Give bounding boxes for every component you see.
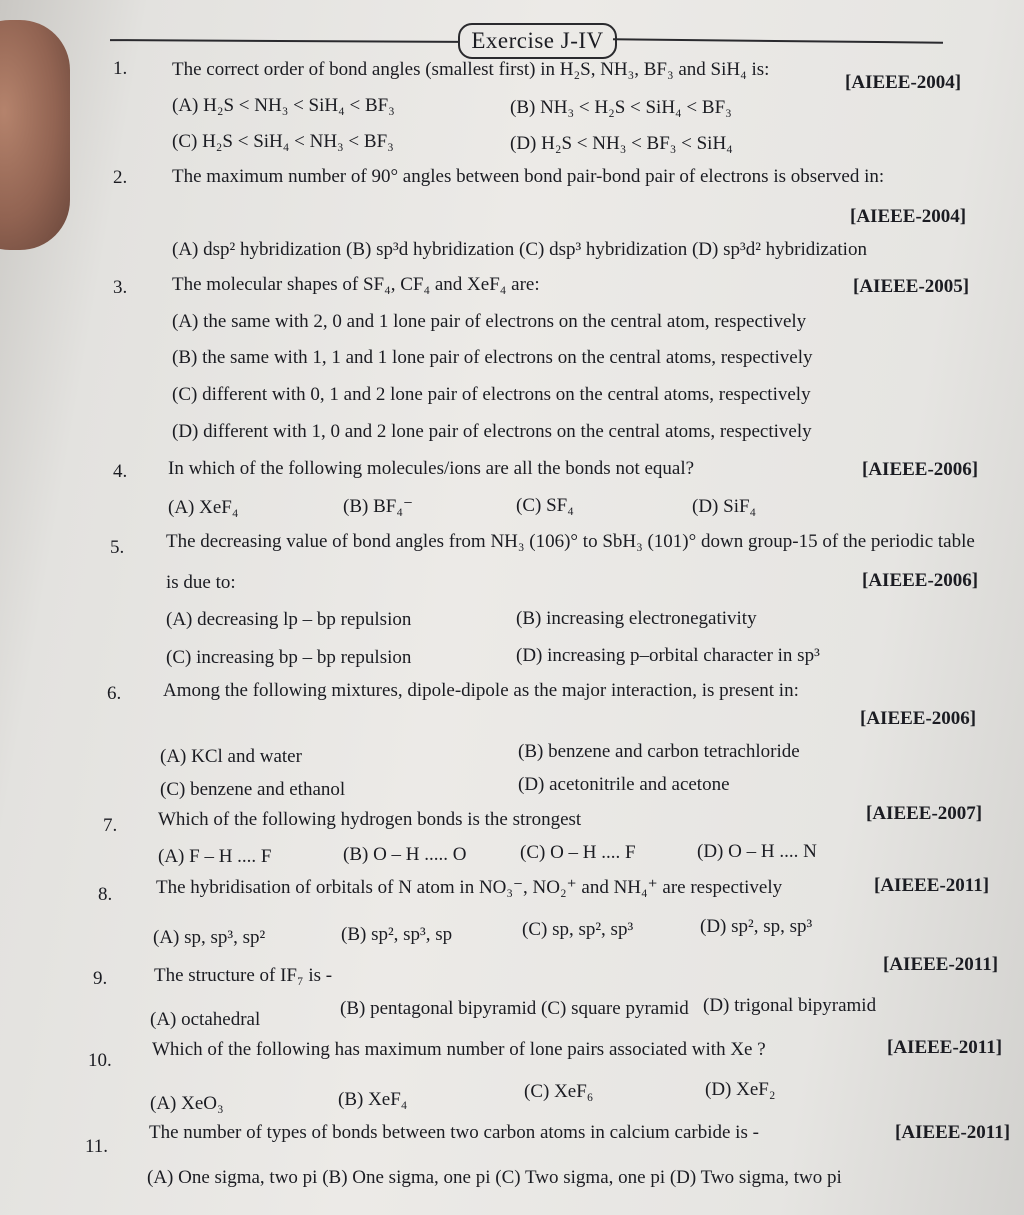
question-text: Which of the following hydrogen bonds is the strongest <box>158 809 582 830</box>
question-text: The number of types of bonds between two carbon atoms in calcium carbide is - <box>149 1122 759 1143</box>
option: (C) SF₄ <box>516 495 574 516</box>
exam-tag: [AIEEE-2006] <box>862 570 979 591</box>
question-text: The hybridisation of orbitals of N atom in NO₃⁻, NO₂⁺ and NH₄⁺ are respectively <box>156 877 783 898</box>
option: (B) O – H ..... O <box>343 844 467 865</box>
question-number: 3. <box>113 277 128 298</box>
option: (B) sp², sp³, sp <box>341 924 453 945</box>
question-text-continued: is due to: <box>166 572 236 593</box>
question-text: The molecular shapes of SF₄, CF₄ and XeF₄ are: <box>172 274 540 295</box>
question-text: Which of the following has maximum number of lone pairs associated with Xe ? <box>152 1039 766 1060</box>
option: (B) XeF₄ <box>338 1089 408 1110</box>
option: (B) pentagonal bipyramid (C) square pyramid <box>340 998 689 1019</box>
question-number: 9. <box>93 968 108 989</box>
option: (A) sp, sp³, sp² <box>153 927 266 948</box>
option: (D) XeF₂ <box>705 1079 776 1100</box>
option: (D) different with 1, 0 and 2 lone pair of electrons on the central atoms, respectively <box>172 421 812 442</box>
question-text: The structure of IF₇ is - <box>154 965 333 986</box>
option: (C) XeF₆ <box>524 1081 594 1102</box>
option: (A) dsp² hybridization (B) sp³d hybridization (C) dsp³ hybridization (D) sp³d² hybridization <box>172 239 867 260</box>
exercise-title: Exercise J-IV <box>458 23 617 59</box>
option: (D) O – H .... N <box>697 841 817 862</box>
option: (B) the same with 1, 1 and 1 lone pair of electrons on the central atoms, respectively <box>172 347 813 368</box>
exam-tag: [AIEEE-2004] <box>850 206 967 227</box>
question-text: The maximum number of 90° angles between bond pair-bond pair of electrons is observed in: <box>172 166 885 187</box>
question-number: 10. <box>88 1050 112 1071</box>
option: (B) NH₃ < H₂S < SiH₄ < BF₃ <box>510 97 732 118</box>
question-number: 8. <box>98 884 113 905</box>
option: (D) increasing p–orbital character in sp³ <box>516 645 820 666</box>
option: (C) sp, sp², sp³ <box>522 919 634 940</box>
question-text: The decreasing value of bond angles from NH₃ (106)° to SbH₃ (101)° down group-15 of the periodic table <box>166 531 975 552</box>
option: (C) O – H .... F <box>520 842 636 863</box>
option: (A) XeO₃ <box>150 1093 224 1114</box>
exam-tag: [AIEEE-2004] <box>845 72 962 93</box>
exam-tag: [AIEEE-2011] <box>895 1122 1011 1143</box>
exam-tag: [AIEEE-2011] <box>887 1037 1003 1058</box>
option: (A) KCl and water <box>160 746 302 767</box>
option: (A) the same with 2, 0 and 1 lone pair of electrons on the central atom, respectively <box>172 311 807 332</box>
exam-tag: [AIEEE-2006] <box>860 708 977 729</box>
option: (B) benzene and carbon tetrachloride <box>518 741 800 762</box>
option: (C) increasing bp – bp repulsion <box>166 647 412 668</box>
option: (A) decreasing lp – bp repulsion <box>166 609 412 630</box>
question-number: 7. <box>103 815 118 836</box>
question-text: Among the following mixtures, dipole-dipole as the major interaction, is present in: <box>163 680 799 701</box>
option: (D) sp², sp, sp³ <box>700 916 813 937</box>
exam-tag: [AIEEE-2005] <box>853 276 970 297</box>
question-text: The correct order of bond angles (smallest first) in H₂S, NH₃, BF₃ and SiH₄ is: <box>172 59 770 80</box>
exam-tag: [AIEEE-2007] <box>866 803 983 824</box>
option: (C) benzene and ethanol <box>160 779 346 800</box>
option: (A) octahedral <box>150 1009 261 1030</box>
exam-tag: [AIEEE-2011] <box>874 875 990 896</box>
option: (B) BF₄⁻ <box>343 496 413 517</box>
option: (D) H₂S < NH₃ < BF₃ < SiH₄ <box>510 133 733 154</box>
thumb <box>0 20 70 250</box>
option: (B) increasing electronegativity <box>516 608 757 629</box>
option: (A) One sigma, two pi (B) One sigma, one pi (C) Two sigma, one pi (D) Two sigma, two pi <box>147 1167 842 1188</box>
option: (C) H₂S < SiH₄ < NH₃ < BF₃ <box>172 131 394 152</box>
question-number: 5. <box>110 537 125 558</box>
question-number: 4. <box>113 461 128 482</box>
option: (D) SiF₄ <box>692 496 757 517</box>
option: (A) F – H .... F <box>158 846 272 867</box>
question-number: 1. <box>113 58 128 79</box>
option: (D) acetonitrile and acetone <box>518 774 730 795</box>
exam-tag: [AIEEE-2011] <box>883 954 999 975</box>
option: (C) different with 0, 1 and 2 lone pair of electrons on the central atoms, respectively <box>172 384 811 405</box>
question-number: 2. <box>113 167 128 188</box>
question-number: 11. <box>85 1136 109 1157</box>
option: (A) H₂S < NH₃ < SiH₄ < BF₃ <box>172 95 395 116</box>
question-number: 6. <box>107 683 122 704</box>
exam-tag: [AIEEE-2006] <box>862 459 979 480</box>
question-text: In which of the following molecules/ions are all the bonds not equal? <box>168 458 695 479</box>
option: (D) trigonal bipyramid <box>703 995 877 1016</box>
option: (A) XeF₄ <box>168 497 239 518</box>
